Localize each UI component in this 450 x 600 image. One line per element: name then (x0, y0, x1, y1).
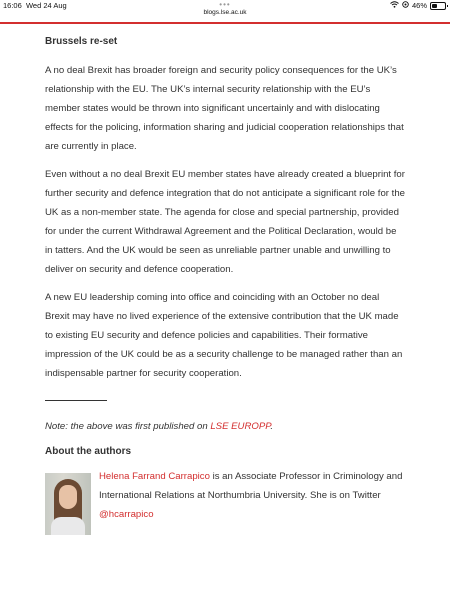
europp-link[interactable]: LSE EUROPP (210, 421, 271, 432)
paragraph: A new EU leadership coming into office and coinciding with an October no deal Brexit may have no lived experience of the extensive contribution that the UK made to existing EU security and defence policies and capabilities. Their formative impression of the UK could be as a security challenge to be managed rather than an indispensable partner for security cooperation. (45, 292, 403, 379)
battery-percent: 46% (411, 1, 427, 10)
publication-note: Note: the above was first published on LSE EUROPP. (45, 421, 274, 432)
header-accent-rule (0, 22, 450, 24)
author-photo (45, 473, 91, 535)
status-time-date: 16:06 Wed 24 Aug (3, 1, 67, 10)
paragraph: Even without a no deal Brexit EU member states have already created a blueprint for further security and defence integration that do not anticipate a significant role for the UK as a non-member state. The agenda for close and special partnership, provided for under the current Withdrawal Agreement and the Political Declaration, would be in tatters. And the UK would be seen as unreliable partner unable and unwilling to deliver on security and defence cooperation. (45, 169, 405, 275)
author-bio: Helena Farrand Carrapico is an Associate Professor in Criminology and International Relations at Northumbria University. She is on Twitter @hcarrapico (99, 471, 403, 520)
article-body (45, 36, 405, 535)
section-heading: Brussels re-set (45, 36, 118, 47)
browser-menu-dots[interactable]: ••• (219, 0, 231, 9)
author-block (45, 471, 405, 535)
about-authors-heading: About the authors (45, 446, 132, 457)
separator-line (45, 400, 107, 401)
url-text[interactable]: blogs.lse.ac.uk (203, 9, 247, 16)
address-bar[interactable] (0, 2, 450, 16)
author-name-link[interactable]: Helena Farrand Carrapico (99, 471, 210, 482)
paragraph: A no deal Brexit has broader foreign and security policy consequences for the UK’s relationship with the EU. The UK’s internal security relationship with the EU’s member states would be thrown into significant uncertainly and with dislocating effects for the policing, information sharing and judicial cooperation relationships that are currently in place. (45, 65, 404, 152)
twitter-handle-link[interactable]: @hcarrapico (99, 509, 154, 520)
